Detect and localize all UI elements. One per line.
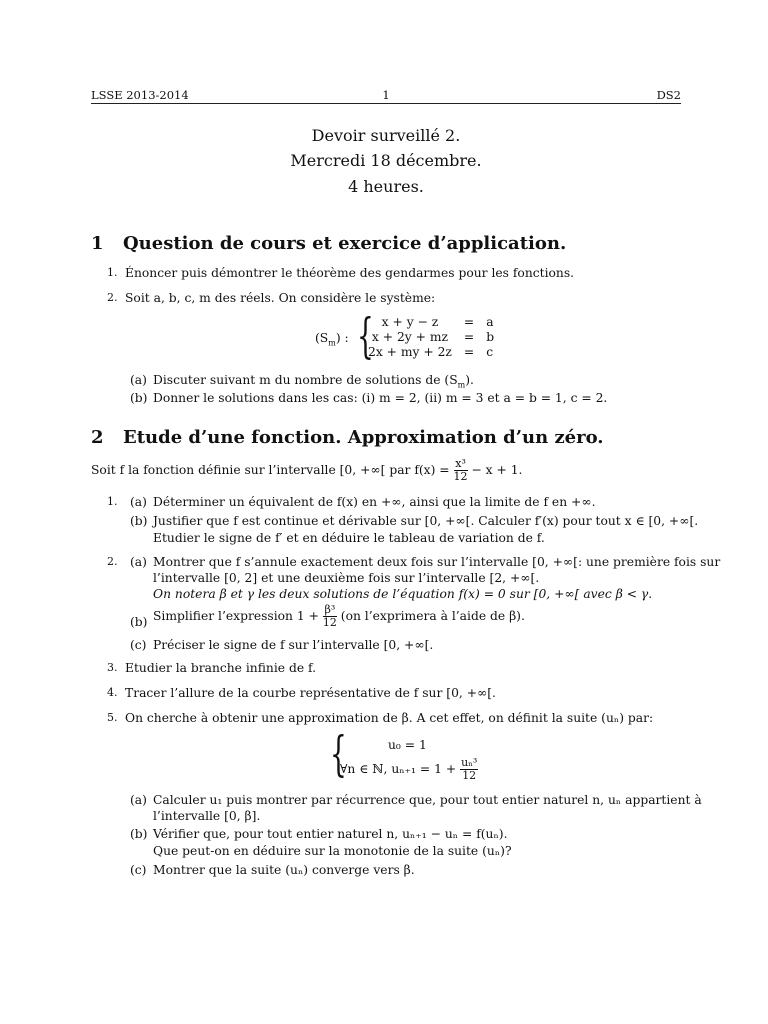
sequence-initial: u₀ = 1 — [388, 738, 427, 752]
header-left: LSSE 2013-2014 — [91, 88, 189, 102]
subitem-label: (a) — [130, 793, 147, 807]
question-note: On notera β et γ les deux solutions de l’équation f(x) = 0 sur [0, +∞[ avec β < γ. — [153, 587, 653, 601]
question-text: Vérifier que, pour tout entier naturel n, uₙ₊₁ − uₙ = f(uₙ). — [153, 827, 508, 841]
equation-lhs: x + y − z — [381, 315, 439, 329]
question-text: l’intervalle [0, β]. — [153, 809, 261, 823]
question-text: Montrer que f s’annule exactement deux fois sur l’intervalle [0, +∞[: une première fois sur — [153, 555, 721, 569]
doc-title: Devoir surveillé 2. — [311, 126, 461, 145]
question-text: Que peut-on en déduire sur la monotonie de la suite (uₙ)? — [153, 844, 512, 858]
subitem-label: (b) — [130, 827, 148, 841]
equation-system: x + y − z = a x + 2y + mz = b 2x + my + 2z = c — [362, 315, 500, 360]
header-rule — [91, 103, 681, 104]
item-label: 5. — [107, 711, 118, 724]
question-text: Justifier que f est continue et dérivable sur [0, +∞[. Calculer f′(x) pour tout x ∈ [0, +∞[. — [153, 514, 699, 528]
intro-text: Soit f la fonction définie sur l’intervalle [0, +∞[ par f(x) = $\frac{\text{x³}}{12}$ − x + 1. — [91, 457, 523, 483]
question-text: Montrer que la suite (uₙ) converge vers β. — [153, 863, 415, 877]
section-2-heading — [91, 426, 691, 450]
subitem-label: (b) — [130, 391, 148, 405]
subitem-label: (b) — [130, 615, 148, 629]
question-text: Calculer u₁ puis montrer par récurrence que, pour tout entier naturel n, uₙ appartient à — [153, 793, 702, 807]
question-text: Soit a, b, c, m des réels. On considère le système: — [125, 291, 436, 305]
doc-date: Mercredi 18 décembre. — [290, 151, 482, 170]
system-name: $(S_m)$ : — [315, 331, 349, 348]
question-text: Donner le solutions dans les cas: (i) m = 2, (ii) m = 3 et a = b = 1, c = 2. — [153, 391, 608, 405]
question-text: Etudier le signe de f′ et en déduire le tableau de variation de f. — [153, 531, 545, 545]
question-text: Simplifier l’expression 1 + $\frac{\text{β³}}{12}$ (on l’exprimera à l’aide de β). — [153, 603, 525, 629]
question-text: Discuter suivant m du nombre de solutions de $(S_m)$. — [153, 373, 474, 390]
section-title: Etude d’une fonction. Approximation d’un zéro. — [123, 427, 604, 448]
subitem-label: (b) — [130, 514, 148, 528]
equation-lhs: 2x + my + 2z — [368, 345, 452, 359]
subitem-label: (a) — [130, 373, 147, 387]
header-right: DS2 — [656, 88, 681, 102]
item-label: 4. — [107, 686, 118, 699]
item-label: 1. — [107, 266, 118, 279]
sequence-recurrence: ∀n ∈ ℕ, uₙ₊₁ = 1 + $\frac{\text{uₙ³}}{12}$ — [340, 756, 478, 782]
running-header — [91, 87, 681, 103]
brace-symbol: { — [330, 726, 347, 782]
subitem-label: (a) — [130, 495, 147, 509]
question-text: On cherche à obtenir une approximation de β. A cet effet, on définit la suite (uₙ) par: — [125, 711, 654, 725]
brace-symbol: { — [357, 308, 374, 364]
question-text: Déterminer un équivalent de f(x) en +∞, ainsi que la limite de f en +∞. — [153, 495, 596, 509]
section-1-heading — [91, 232, 691, 256]
item-label: 2. — [107, 555, 118, 568]
fraction: $\frac{\text{β³}}{12}$ — [322, 603, 337, 629]
question-text: Énoncer puis démontrer le théorème des gendarmes pour les fonctions. — [125, 266, 575, 280]
item-label: 3. — [107, 661, 118, 674]
question-text: Préciser le signe de f sur l’intervalle [0, +∞[. — [153, 638, 434, 652]
section-number: 2 — [91, 427, 104, 448]
subitem-label: (c) — [130, 863, 147, 877]
equation-lhs: x + 2y + mz — [371, 330, 448, 344]
fraction: $\frac{\text{uₙ³}}{12}$ — [461, 756, 478, 782]
question-text: l’intervalle [0, 2] et une deuxième fois sur l’intervalle [2, +∞[. — [153, 571, 540, 585]
header-page-number: 1 — [382, 88, 390, 102]
item-label: 2. — [107, 291, 118, 304]
subitem-label: (a) — [130, 555, 147, 569]
item-label: 1. — [107, 495, 118, 508]
section-number: 1 — [91, 233, 104, 254]
doc-duration: 4 heures. — [348, 177, 424, 196]
fraction: $\frac{\text{x³}}{12}$ — [453, 457, 468, 483]
section-title: Question de cours et exercice d’application. — [123, 233, 567, 254]
subitem-label: (c) — [130, 638, 147, 652]
question-text: Etudier la branche infinie de f. — [125, 661, 317, 675]
question-text: Tracer l’allure de la courbe représentative de f sur [0, +∞[. — [125, 686, 496, 700]
